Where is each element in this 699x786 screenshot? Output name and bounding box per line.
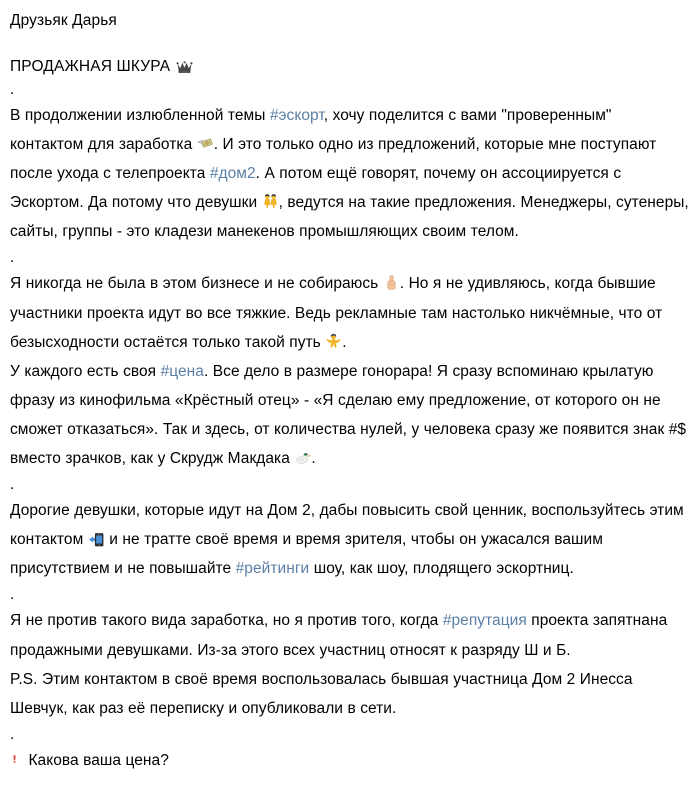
money-with-wings-emoji	[197, 135, 214, 152]
post-paragraph: Я не против такого вида заработка, но я против того, когда #репутация проекта запятнана продажными девушками. Из-за этого всех участниц относят к разряду Ш и Б.	[10, 612, 668, 659]
post-paragraph: Я никогда не была в этом бизнесе и не собираюсь . Но я не удивляюсь, когда бывшие участники проекта идут во все тяжкие. Ведь рекламные там настолько никчёмные, что от безысходности остаётся только такой путь .	[10, 275, 663, 351]
separator-dot: .	[10, 725, 15, 743]
dancer-emoji	[325, 333, 342, 350]
separator-dot: .	[10, 476, 15, 494]
post-paragraph: P.S. Этим контактом в своё время воспользовалась бывшая участница Дом 2 Инесса Шевчук, как раз её переписку и опубликовали в сети.	[10, 670, 633, 717]
separator-dot: .	[10, 249, 15, 267]
hashtag-link[interactable]: #цена	[160, 362, 204, 380]
duck-emoji	[294, 449, 311, 466]
index-pointing-up-emoji	[383, 274, 400, 291]
spacer	[10, 32, 689, 55]
mobile-phone-with-arrow-emoji	[88, 531, 105, 548]
separator-dot: .	[10, 81, 15, 98]
separator-dot: .	[10, 586, 15, 604]
crown-emoji	[176, 58, 193, 75]
post-paragraph: Дорогие девушки, которые идут на Дом 2, дабы повысить свой ценник, воспользуйтесь этим контактом и не тратте своё время и время зрителя, чтобы он ужасался вашим присутствием и не повышайте #рейтинги шоу, как шоу, плодящего эскортниц.	[10, 502, 684, 578]
post-paragraph: У каждого есть своя #цена. Все дело в размере гонорара! Я сразу вспоминаю крылатую фразу из кинофильма «Крёстный отец» - «Я сделаю ему предложение, от которого он не сможет отказаться». Так и здесь, от количества нулей, у человека сразу же появится знак #$ вместо зрачков, как у Скрудж Макдака .	[10, 362, 687, 468]
hashtag-link[interactable]: #дом2	[209, 165, 256, 183]
hashtag-link[interactable]: #репутация	[442, 612, 527, 630]
post-title-text: ПРОДАЖНАЯ ШКУРА	[10, 58, 171, 75]
two-women-dancing-emoji	[262, 193, 279, 210]
red-exclamation-mark-emoji	[10, 750, 19, 768]
post-paragraph: Какова ваша цена?	[10, 746, 689, 775]
post-title	[10, 55, 689, 78]
post-paragraph: В продолжении излюбленной темы #эскорт, хочу поделится с вами "проверенным" контактом для заработка . И это только одно из предложений, которые мне поступают после ухода с телепроекта #дом2. А потом ещё говорят, почему он ассоциируется с Эскортом. Да потому что девушки , ведутся на такие предложения. Менеджеры, сутенеры, сайты, группы - это кладези манекенов промышляющих своим телом.	[10, 107, 689, 241]
hashtag-link[interactable]: #эскорт	[269, 107, 324, 124]
post-author-name[interactable]: Друзьяк Дарья	[10, 12, 117, 29]
hashtag-link[interactable]: #рейтинги	[235, 560, 310, 578]
